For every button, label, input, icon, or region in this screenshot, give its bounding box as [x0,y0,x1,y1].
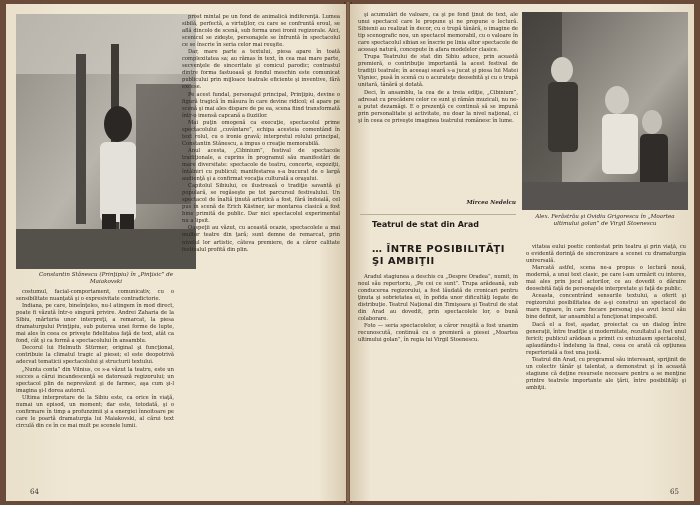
paragraph: Teatrul din Arad, cu programul său interesant, sprijinit de un colectiv tânăr şi talentat, a demonstrat şi în această stagiune că deţine resursele necesare pentru a se menţine printre teatrele importante ale ţării, între posibilităţi şi ambiţii. [526,356,686,391]
left-column-2 [182,14,340,484]
paragraph: Oaspeţii au văzut, cu această ocazie, spectacolele a mai multor teatre din ţară; sunt demne de remarcat, prin nivelul lor artistic, câteva premiere, de a căror calitate festivalul profită din plin. [182,225,340,253]
paragraph: Marcată astfel, scena ne-a propus o lectură nouă, modernă, a unui text clasic, pe care l-am urmărit cu interes, mai ales prin jocul actorilor, ce au dovedit o dăruire deosebită faţă de personajele interpretate şi faţă de public. [526,265,686,293]
paragraph: Ultima interpretare de la Sibiu este, ca orice în viaţă, numai un episod, un moment; dar este, totodată, şi o confirmare în timp a profunzimii şi a energiei înnoitoare pe care le poartă dramaturgia lui Maiakovski, al cărui text circulă din ce în ce mai mult pe scenele lumii. [16,394,174,429]
left-column-1 [16,289,174,484]
paragraph: Indiana, pe care, bineînţeles, nu-l atingem în mod direct, poate fi văzută într-o singură privire. Andrei Zaharia de la Sibiu, mărturia unor interpreţi, a remarcat, la piesa dramaturgului Prinţipiu, sub puterea unei forme de lupte, mai ales în ceea ce priveşte fidelitatea faţă de text, atât ca fond, cât şi ca formă a spectacolului în ansamblu. [16,303,174,345]
paragraph: Foto — seria spectacolelor, a căror reuşită a fost unanim recunoscută, continuă cu o premieră a piesei „Moartea ultimului golan”, în regia lui Virgil Stoenescu. [358,323,518,344]
paragraph: Aceasta, concentrând sensurile textului, a oferit şi regizorului posibilitatea de a-şi construi un spectacol de mare rigoare, în care fiecare personaj şi-a avut locul său bine definit, iar ansamblul a funcţionat impecabil. [526,293,686,321]
right-photo-caption: Alex. Ferăstrău şi Ovidiu Grigorescu în „Moartea ultimului golan” de Virgil Stoenescu [535,214,675,227]
paragraph: Dacă el a fost, aşadar, proiectat ca un dialog între generaţii, între tradiţie şi modernitate, rezultatul a fost unul fericit; publicul arădean a primit cu entuziasm spectacolul, aplaudându-l îndelung la final, ceea ce arată că opţiunea repertorială a fost una justă. [526,321,686,356]
stage-photo-right [522,12,688,210]
page-number-left: 64 [30,488,39,496]
left-photo-caption: Constantin Stănescu (Prinţipiu) în „Pinţisic” de Maiakovski [39,272,173,285]
paragraph: Aradul stagiunea a deschis cu „Despre Oradea”, numit, în noul său repertoriu, „Pe cei ce sunt”. Trupa arădeană, sub conducerea regizorului, a fost lăudată de cronicari pentru ţinuta şi sobrietatea ei, în pofida unor dificultăţi legate de distribuţie. Teatrul Naţional din Timişoara şi Teatrul de stat din Arad au dovedit, prin spectacolele lor, o bună colaborare. [358,274,518,323]
paragraph: Trupa Teatrului de stat din Sibiu aduce, prin această premieră, o contribuţie importantă la acest festival de tradiţii teatrale; în aceeaşi seară s-a jucat şi piesa lui Matei Vişniec, pusă în scenă cu o acurateţe deosebită şi cu o trupă unitară, tânără şi dotată. [358,54,518,89]
right-column-1 [358,12,518,197]
stage-photo-right-image [522,12,688,210]
page-number-right: 65 [670,488,679,496]
paragraph: prost mintal pe un fond de animalică indiferenţă. Lumea sibilă, perfectă, a virtuţilor, cu care se confruntă eroul, se află dincolo de scenă, sub forma unei ironii regizorale. Aici, scenicul se zideşte, personajele se înfruntă în spectacolul ce se înscrie în seria celor mai reuşite. [182,14,340,49]
author-signature: Mircea Nedelcu [466,200,516,206]
paragraph: costumul, facial-comportament, comunicativ, cu o sensibilitate nuanţată şi o expresivitate contradictorie. [16,289,174,303]
paragraph: „Nunta conta” din Vilnius, ce s-a văzut la teatru, este un succes a cărui incandescenţă se datorează regizorului; un spectacol plin de neprevăzut şi de farmec, aşa cum şi-l imagina şi-l dorea autorul. [16,366,174,394]
stage-photo-left-image [16,14,196,269]
paragraph: Decorul lui Helmuth Stürmer, original şi funcţional, contribuie la climatul tragic al piesei; el este deopotrivă adecvat tematicii spectacolului şi structurii textului. [16,345,174,366]
right-page [350,4,694,501]
stage-photo-left [16,14,196,269]
section-title-large: … ÎNTRE POSIBILITĂŢI ŞI AMBIŢII [372,244,505,267]
paragraph: Mai puţin omogenă ca execuţie, spectacolul prime spectacolului „cuvântare”, echipa acesteia comentând în text rolul, cu o ironie gravă; interpretul rolului principal, Constantin Stănescu, a impus o creaţie memorabilă. [182,119,340,147]
section-title-small: Teatrul de stat din Arad [372,220,479,229]
paragraph: Deci, în ansamblu, la cea de a treia ediţie, „Cibinium”, adresat cu precădere celor ce sunt şi rămân muzicali, nu ne-a putut dezamăgi. E o prezenţă ce continuă să se impună prin personalitate şi activitate, nu doar la nivel naţional, ci şi în ceea ce priveşte imaginea teatrului românesc în lume. [358,89,518,124]
paragraph: şi acumulări de valoare, ca şi pe fond ţinut de text, ale unui spectacol care le propune şi ne propune o lectură. Sibienii au realizat în decor, cu o trupă tânără, o imagine de tip scenografic nou, un spectacol memorabil, cu o valoare în care spectacolul sibian se înscrie pe linia altor spectacole de aceeaşi natură, concepute în afara modelelor clasice. [358,12,518,54]
section-divider [360,214,516,215]
paragraph: Capitolul Sibiului, ce ilustrează o tradiţie savantă şi populară, se regăseşte pe tot parcursul festivalului. Un spectacol de înaltă ţinută artistică a fost, fără îndoială, cel pus în scenă de Erich Kästner, iar montarea clasică a fost bine primită de public. Dar nici spectacolul experimental nu a lipsit. [182,183,340,225]
paragraph: Dar, mare parte a textului, piesa apare în toată complexitatea sa; au rămas în text, în cea mai mare parte, secvenţele de sinceritate şi comicul parodic; contrastul dintre forma fastuoasă şi fondul meschin este comunicat publicului prin mijloace teatrale eficiente şi inventive, fără excese. [182,49,340,91]
left-page [6,4,346,501]
paragraph: vitatea eului poetic contestat prin teatru şi prin viaţă, cu o evidentă dorinţă de sincronizare a scenei cu dramaturgia universală. [526,244,686,265]
paragraph: Anul acesta, „Cibinium”, festival de spectacole tradiţionale, a cuprins în programul său manifestări de mare diversitate: spectacole de teatru, concerte, expoziţii, întâlniri cu publicul; manifestarea s-a bucurat de o largă audienţă şi a confirmat vocaţia culturală a oraşului. [182,147,340,183]
paragraph: Pe acest fundal, personajul principal, Prinţipiu, devine o figură tragică în măsura în care devine ridicol; el apare pe scenă şi mai ales dispare de pe ea, scena fiind transformată într-o imensă capcană a iluziilor. [182,91,340,119]
right-column-1-bottom [358,274,518,484]
right-column-2 [526,244,686,484]
